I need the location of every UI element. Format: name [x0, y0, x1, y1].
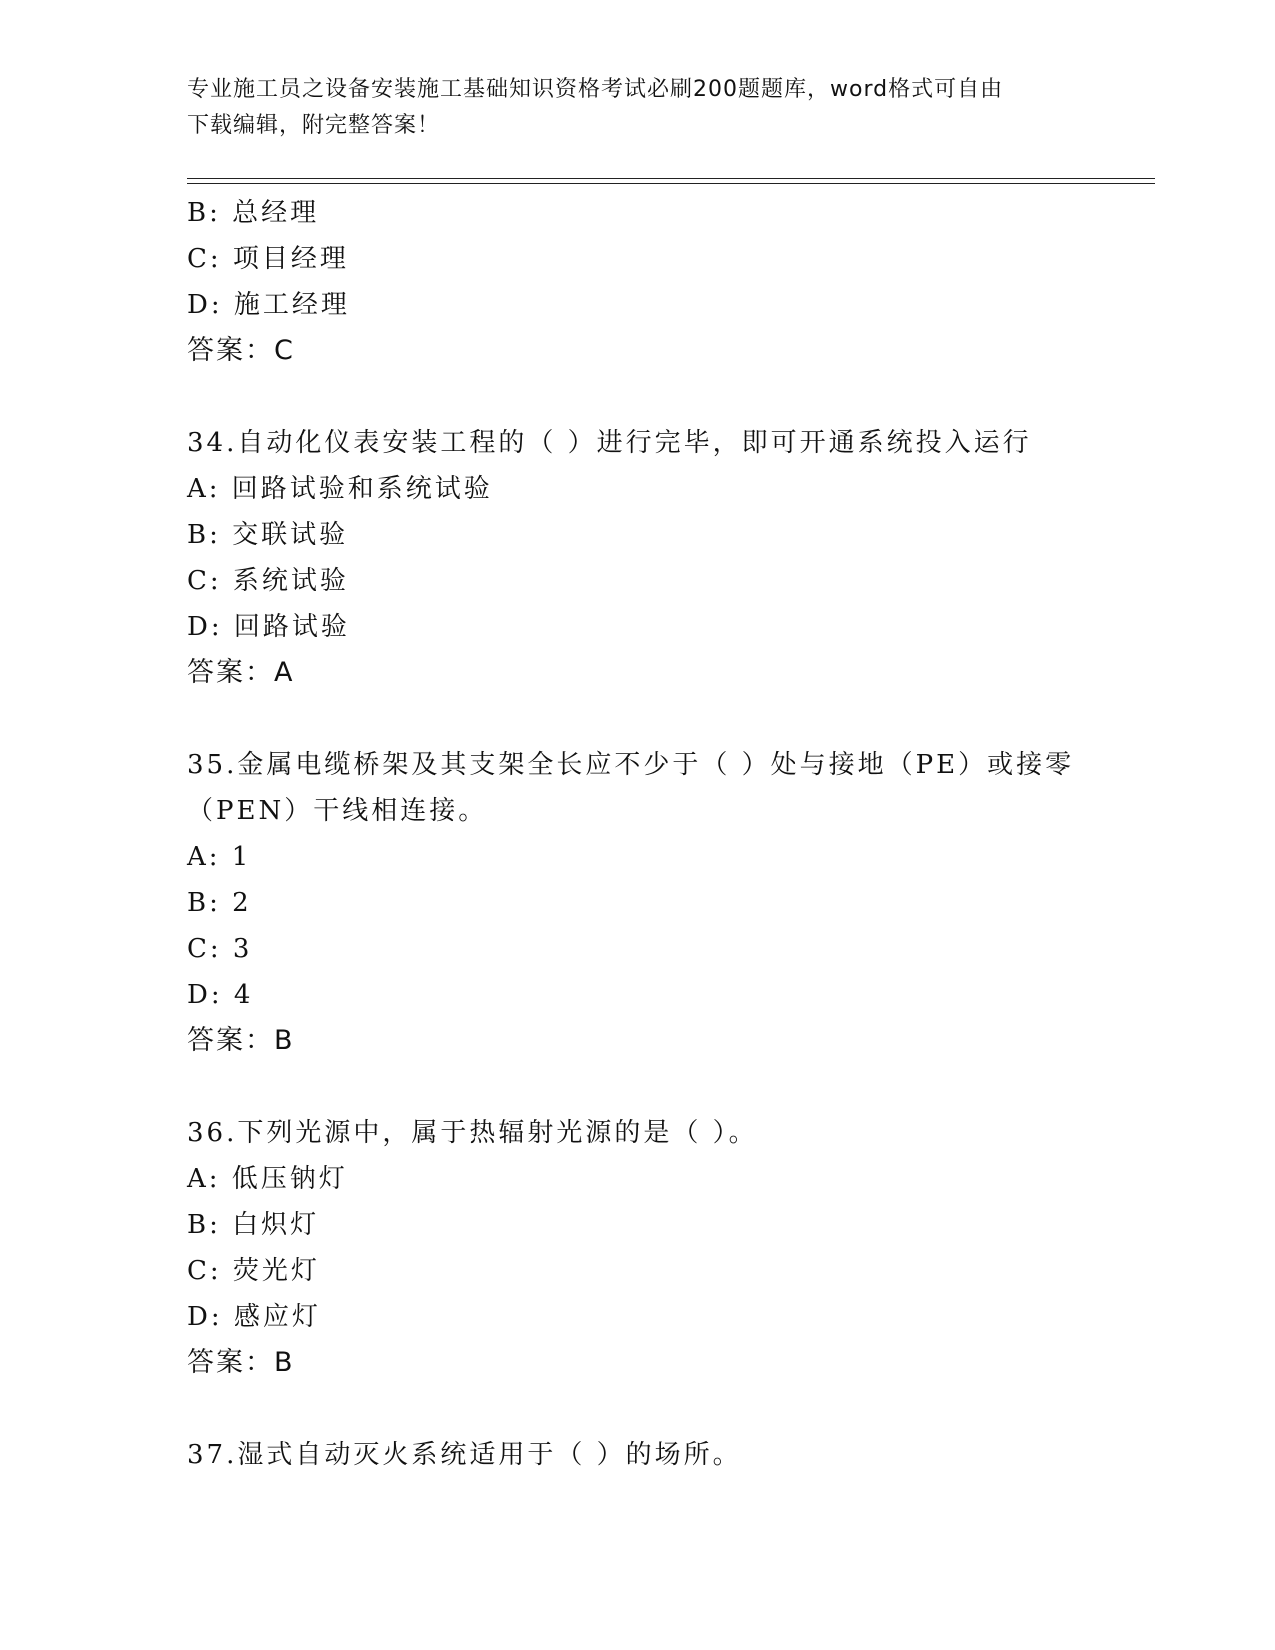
- header-title-line-1: 专业施工员之设备安装施工基础知识资格考试必刷200题题库，word格式可自由: [187, 77, 1004, 102]
- option-b: B: 交联试验: [187, 520, 349, 550]
- spacer: [187, 1386, 1087, 1432]
- question-text-line-1: 35.金属电缆桥架及其支架全长应不少于（ ）处与接地（PE）或接零: [187, 750, 1075, 780]
- option-c: C: 荧光灯: [187, 1256, 320, 1286]
- option-c: C: 项目经理: [187, 244, 349, 274]
- question-list: [187, 190, 1087, 1478]
- option-d: D: 回路试验: [187, 612, 350, 642]
- option-c: C: 系统试验: [187, 566, 349, 596]
- header-divider-top: [187, 178, 1155, 179]
- question-block-34: [187, 420, 1087, 696]
- question-text: 36.下列光源中，属于热辐射光源的是（ ）。: [187, 1118, 758, 1148]
- header-title-line-2: 下载编辑，附完整答案！: [187, 113, 441, 138]
- spacer: [187, 696, 1087, 742]
- option-c: C: 3: [187, 934, 253, 964]
- spacer: [187, 1064, 1087, 1110]
- document-header: [187, 72, 1067, 144]
- question-text-line-2: （PEN）干线相连接。: [187, 796, 488, 826]
- answer-line: 答案：C: [187, 335, 295, 366]
- answer-line: 答案：B: [187, 1025, 295, 1056]
- question-block-33: [187, 190, 1087, 374]
- answer-line: 答案：B: [187, 1347, 295, 1378]
- question-text: 34.自动化仪表安装工程的（ ）进行完毕，即可开通系统投入运行: [187, 428, 1032, 458]
- option-b: B: 总经理: [187, 198, 320, 228]
- option-a: A: 低压钠灯: [187, 1164, 348, 1194]
- answer-line: 答案：A: [187, 657, 295, 688]
- option-b: B: 2: [187, 888, 252, 918]
- question-block-37: [187, 1432, 1087, 1478]
- question-block-36: [187, 1110, 1087, 1386]
- option-d: D: 4: [187, 980, 254, 1010]
- question-text: 37.湿式自动灭火系统适用于（ ）的场所。: [187, 1440, 742, 1470]
- option-d: D: 施工经理: [187, 290, 350, 320]
- option-b: B: 白炽灯: [187, 1210, 320, 1240]
- spacer: [187, 374, 1087, 420]
- header-divider-bottom: [187, 183, 1155, 184]
- option-d: D: 感应灯: [187, 1302, 321, 1332]
- question-block-35: [187, 742, 1087, 1064]
- option-a: A: 1: [187, 842, 252, 872]
- option-a: A: 回路试验和系统试验: [187, 474, 493, 504]
